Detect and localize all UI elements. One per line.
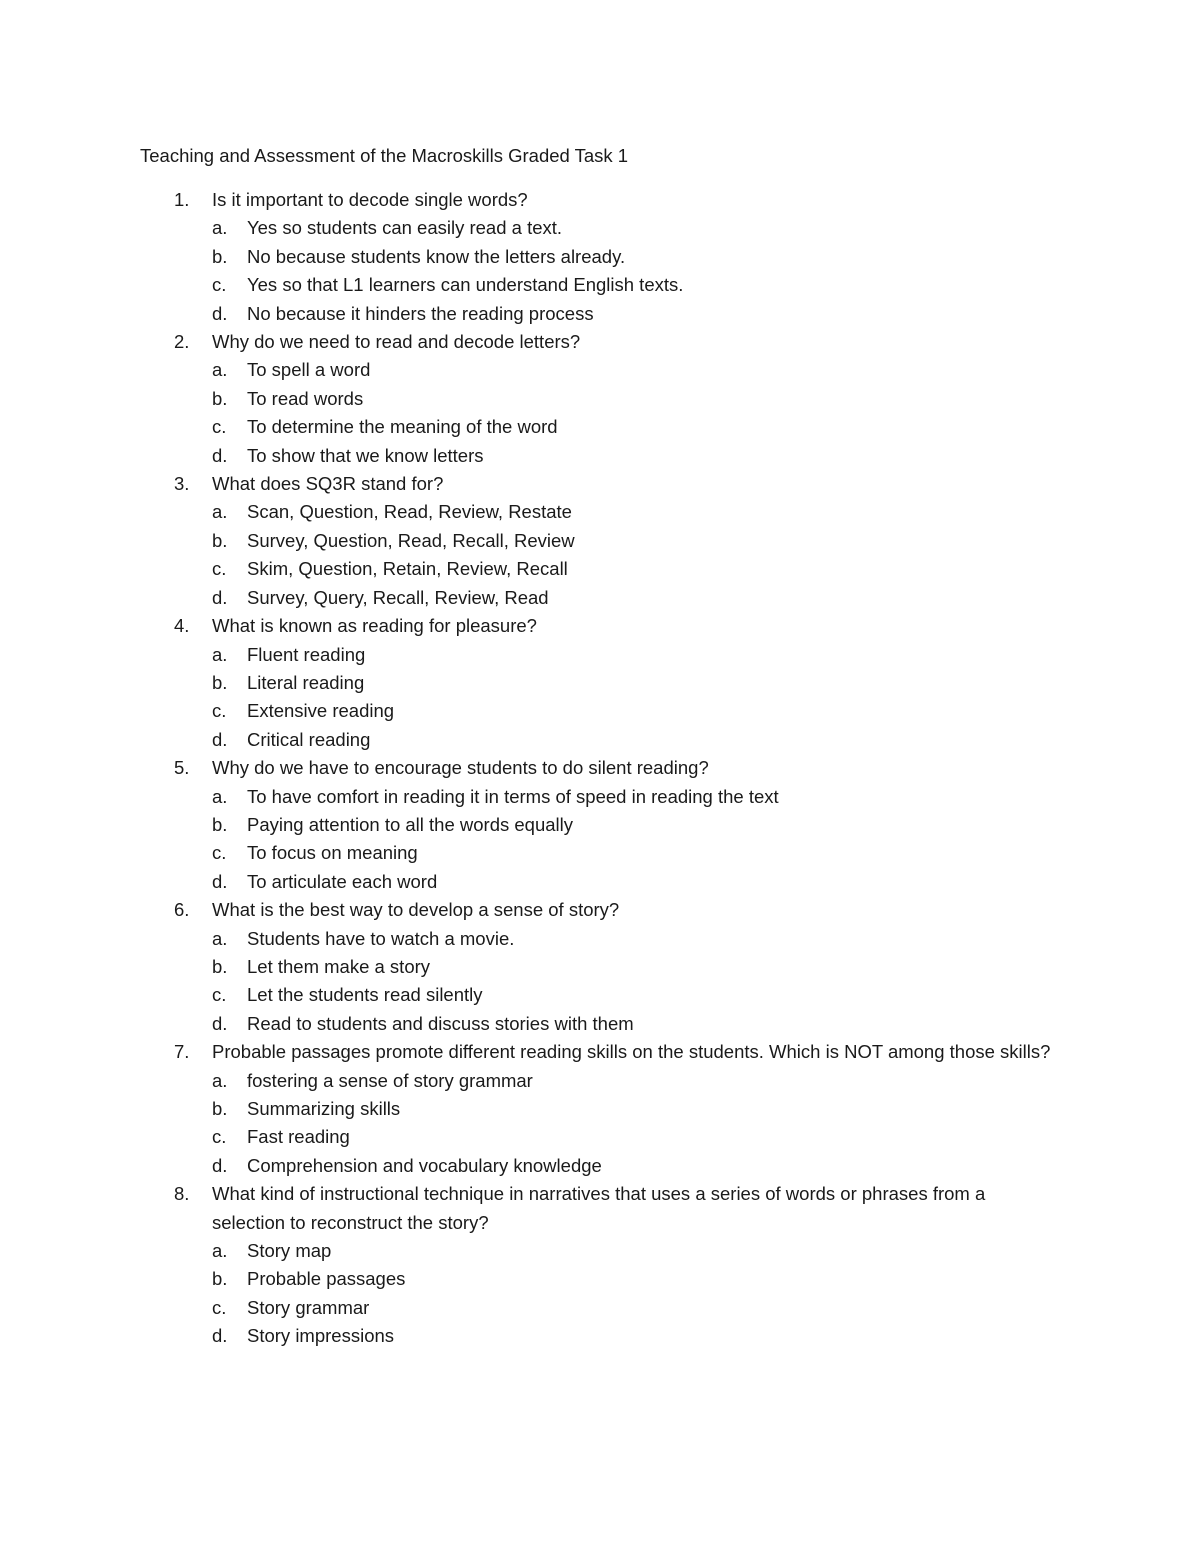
answer-option-8-b	[212, 1265, 1060, 1293]
option-letter: a.	[212, 1240, 228, 1262]
answer-option-6-b	[212, 953, 1060, 981]
answer-option-1-b	[212, 243, 1060, 271]
answer-option-4-b	[212, 669, 1060, 697]
question-text: What is known as reading for pleasure?	[212, 615, 537, 637]
answer-option-6-c	[212, 981, 1060, 1009]
answer-option-4-c	[212, 697, 1060, 725]
option-letter: a.	[212, 643, 228, 665]
question-text: What is the best way to develop a sense of story?	[212, 899, 620, 921]
option-text: To spell a word	[247, 359, 371, 381]
question-item-4	[140, 612, 1060, 754]
option-letter: c.	[212, 984, 227, 1006]
option-letter: a.	[212, 217, 228, 239]
option-letter: d.	[212, 1325, 228, 1347]
question-number: 2.	[174, 331, 190, 353]
question-item-8	[140, 1180, 1060, 1350]
answer-option-1-c	[212, 271, 1060, 299]
answer-option-2-b	[212, 385, 1060, 413]
option-text: Extensive reading	[247, 700, 395, 722]
question-text: Is it important to decode single words?	[212, 189, 528, 210]
question-text: Probable passages promote different reading skills on the students. Which is NOT among those skills?	[212, 1041, 1051, 1063]
option-text: fostering a sense of story grammar	[247, 1069, 533, 1091]
answer-option-3-d	[212, 584, 1060, 612]
answer-option-2-c	[212, 413, 1060, 441]
option-text: To have comfort in reading it in terms of speed in reading the text	[247, 785, 779, 807]
option-letter: a.	[212, 501, 228, 523]
answer-option-4-d	[212, 726, 1060, 754]
question-item-6	[140, 896, 1060, 1038]
answer-option-1-a	[212, 214, 1060, 242]
answer-option-8-a	[212, 1237, 1060, 1265]
option-text: To read words	[247, 387, 364, 409]
option-text: To articulate each word	[247, 870, 438, 892]
question-item-5	[140, 754, 1060, 896]
option-letter: b.	[212, 1268, 228, 1290]
question-number: 1.	[174, 189, 190, 210]
answer-option-7-c	[212, 1123, 1060, 1151]
answer-option-2-a	[212, 356, 1060, 384]
option-letter: b.	[212, 529, 228, 551]
answer-option-7-a	[212, 1067, 1060, 1095]
answer-option-6-d	[212, 1010, 1060, 1038]
option-list	[212, 356, 1060, 470]
answer-option-8-d	[212, 1322, 1060, 1350]
option-text: Skim, Question, Retain, Review, Recall	[247, 558, 568, 580]
option-letter: c.	[212, 416, 227, 438]
option-text: No because it hinders the reading process	[247, 302, 594, 324]
option-list	[212, 214, 1060, 328]
question-item-3	[140, 470, 1060, 612]
option-letter: c.	[212, 1296, 227, 1318]
option-text: Probable passages	[247, 1268, 406, 1290]
option-text: Read to students and discuss stories with them	[247, 1012, 634, 1034]
question-number: 4.	[174, 615, 190, 637]
option-text: Story map	[247, 1240, 332, 1262]
option-text: Yes so students can easily read a text.	[247, 217, 563, 239]
option-letter: d.	[212, 444, 228, 466]
option-letter: d.	[212, 870, 228, 892]
option-text: Literal reading	[247, 671, 365, 693]
question-item-1	[140, 186, 1060, 328]
option-text: Let the students read silently	[247, 984, 483, 1006]
option-text: Scan, Question, Read, Review, Restate	[247, 501, 572, 523]
option-text: Critical reading	[247, 728, 371, 750]
option-letter: b.	[212, 387, 228, 409]
option-letter: d.	[212, 728, 228, 750]
option-letter: c.	[212, 1126, 227, 1148]
option-text: Let them make a story	[247, 955, 431, 977]
answer-option-5-a	[212, 783, 1060, 811]
answer-option-7-b	[212, 1095, 1060, 1123]
answer-option-3-b	[212, 527, 1060, 555]
question-item-7	[140, 1038, 1060, 1180]
option-letter: b.	[212, 671, 228, 693]
question-number: 3.	[174, 473, 190, 495]
option-letter: a.	[212, 927, 228, 949]
option-text: Comprehension and vocabulary knowledge	[247, 1154, 602, 1176]
option-text: Survey, Question, Read, Recall, Review	[247, 529, 575, 551]
option-text: Fast reading	[247, 1126, 350, 1148]
option-text: To show that we know letters	[247, 444, 484, 466]
option-letter: a.	[212, 359, 228, 381]
option-letter: c.	[212, 700, 227, 722]
option-text: No because students know the letters already.	[247, 245, 626, 267]
question-number: 8.	[174, 1183, 190, 1205]
question-text: Why do we need to read and decode letters?	[212, 331, 581, 353]
option-text: Fluent reading	[247, 643, 366, 665]
answer-option-5-c	[212, 839, 1060, 867]
option-letter: d.	[212, 302, 228, 324]
option-letter: b.	[212, 1098, 228, 1119]
option-list	[212, 783, 1060, 897]
question-text: Why do we have to encourage students to do silent reading?	[212, 757, 709, 779]
option-text: Story grammar	[247, 1296, 370, 1318]
answer-option-8-c	[212, 1294, 1060, 1322]
answer-option-1-d	[212, 300, 1060, 328]
answer-option-3-c	[212, 555, 1060, 583]
question-number: 7.	[174, 1041, 190, 1063]
option-text: To focus on meaning	[247, 842, 418, 864]
option-letter: d.	[212, 1154, 228, 1176]
question-list	[140, 186, 1060, 1351]
option-list	[212, 1237, 1060, 1351]
question-text: What does SQ3R stand for?	[212, 473, 444, 495]
option-letter: b.	[212, 955, 228, 977]
option-text: Yes so that L1 learners can understand English texts.	[247, 274, 684, 296]
option-list	[212, 925, 1060, 1039]
answer-option-6-a	[212, 925, 1060, 953]
option-letter: c.	[212, 558, 227, 580]
document-title: Teaching and Assessment of the Macroskills Graded Task 1	[140, 145, 629, 166]
option-text: Students have to watch a movie.	[247, 927, 515, 949]
question-number: 5.	[174, 757, 190, 779]
option-text: Survey, Query, Recall, Review, Read	[247, 586, 549, 608]
option-letter: d.	[212, 586, 228, 608]
option-letter: c.	[212, 842, 227, 864]
option-letter: b.	[212, 245, 228, 267]
question-item-2	[140, 328, 1060, 470]
option-text: Paying attention to all the words equally	[247, 813, 574, 835]
answer-option-3-a	[212, 498, 1060, 526]
option-letter: b.	[212, 813, 228, 835]
option-letter: c.	[212, 274, 227, 296]
option-letter: a.	[212, 1069, 228, 1091]
option-letter: a.	[212, 785, 228, 807]
answer-option-2-d	[212, 442, 1060, 470]
question-number: 6.	[174, 899, 190, 921]
option-text: Story impressions	[247, 1325, 395, 1347]
option-letter: d.	[212, 1012, 228, 1034]
option-text: To determine the meaning of the word	[247, 416, 558, 438]
answer-option-7-d	[212, 1152, 1060, 1180]
option-text: Summarizing skills	[247, 1098, 401, 1119]
question-text: What kind of instructional technique in narratives that uses a series of words or phrases from a selection to reconstruct the story?	[212, 1183, 986, 1233]
answer-option-5-b	[212, 811, 1060, 839]
option-list	[212, 1067, 1060, 1181]
answer-option-5-d	[212, 868, 1060, 896]
option-list	[212, 498, 1060, 612]
answer-option-4-a	[212, 641, 1060, 669]
option-list	[212, 641, 1060, 755]
